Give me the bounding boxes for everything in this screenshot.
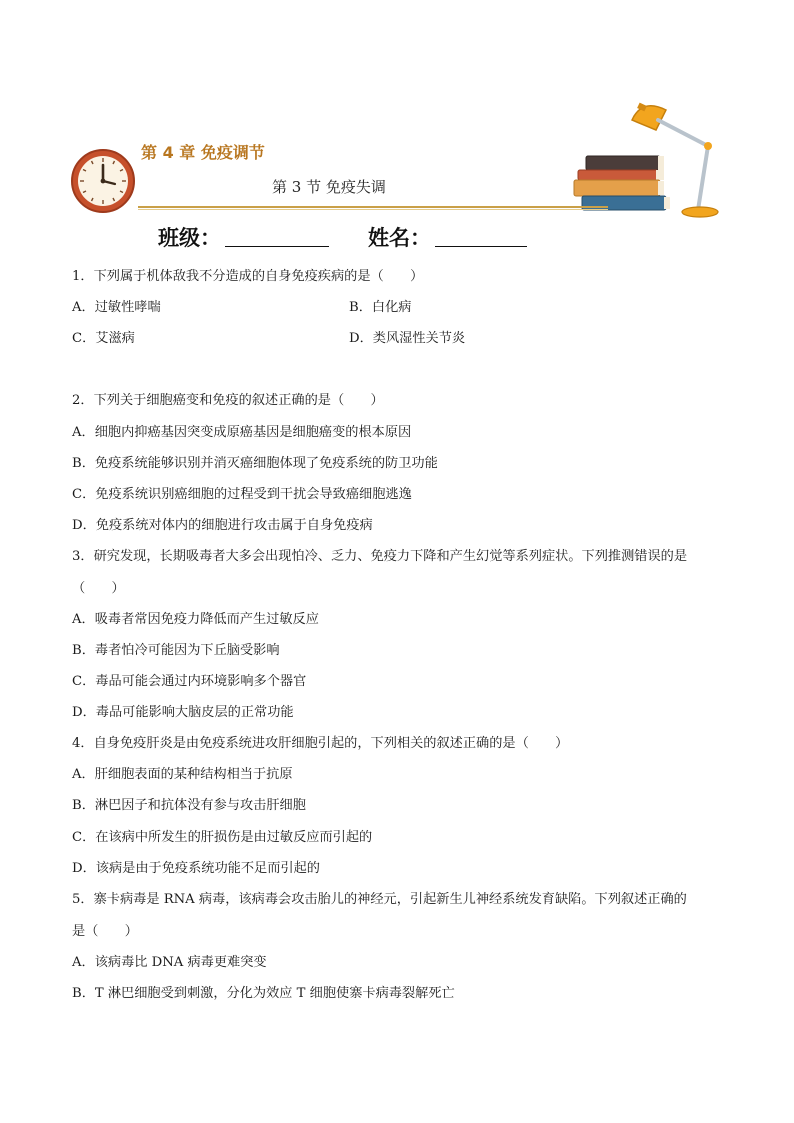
question-4-option-c[interactable]: C．在该病中所发生的肝损伤是由过敏反应而引起的 — [72, 830, 373, 845]
chapter-title: 第 4 章 免疫调节 — [141, 143, 265, 162]
question-1-stem: 1．下列属于机体敌我不分造成的自身免疫疾病的是（ ） — [72, 269, 424, 284]
question-2-option-b[interactable]: B．免疫系统能够识别并消灭癌细胞体现了免疫系统的防卫功能 — [72, 456, 438, 471]
class-label: 班级： — [158, 226, 221, 250]
question-2-option-d[interactable]: D．免疫系统对体内的细胞进行攻击属于自身免疫病 — [72, 518, 373, 533]
question-3-stem-cont: （ ） — [72, 581, 125, 596]
question-1-option-c[interactable]: C．艾滋病 — [72, 331, 135, 346]
question-5-option-b[interactable]: B．T 淋巴细胞受到刺激，分化为效应 T 细胞使寨卡病毒裂解死亡 — [72, 986, 455, 1001]
question-4-stem: 4．自身免疫肝炎是由免疫系统进攻肝细胞引起的，下列相关的叙述正确的是（ ） — [72, 736, 569, 751]
question-3-stem: 3．研究发现，长期吸毒者大多会出现怕冷、乏力、免疫力下降和产生幻觉等系列症状。下列推测错误的是 — [72, 549, 688, 564]
class-blank[interactable] — [225, 226, 329, 247]
question-3-option-a[interactable]: A．吸毒者常因免疫力降低而产生过敏反应 — [72, 612, 319, 627]
question-3-option-d[interactable]: D．毒品可能影响大脑皮层的正常功能 — [72, 705, 294, 720]
question-2-option-a[interactable]: A．细胞内抑癌基因突变成原癌基因是细胞癌变的根本原因 — [72, 425, 412, 440]
question-1-option-b[interactable]: B．白化病 — [349, 300, 412, 315]
question-3-option-b[interactable]: B．毒者怕冷可能因为下丘脑受影响 — [72, 643, 280, 658]
question-5-stem-cont: 是（ ） — [72, 924, 138, 939]
question-5-stem: 5．寨卡病毒是 RNA 病毒，该病毒会攻击胎儿的神经元，引起新生儿神经系统发育缺陷。下列叙述正确的 — [72, 892, 687, 907]
section-title: 第 3 节 免疫失调 — [272, 178, 386, 196]
question-2-stem: 2．下列关于细胞癌变和免疫的叙述正确的是（ ） — [72, 393, 384, 408]
header-rule — [138, 206, 608, 208]
question-4-option-d[interactable]: D．该病是由于免疫系统功能不足而引起的 — [72, 861, 320, 876]
question-1-option-a[interactable]: A．过敏性哮喘 — [72, 300, 161, 315]
page-header — [0, 0, 794, 260]
question-4-option-b[interactable]: B．淋巴因子和抗体没有参与攻击肝细胞 — [72, 798, 306, 813]
class-field — [158, 222, 329, 252]
clock-icon — [70, 148, 136, 214]
name-field — [368, 222, 527, 252]
name-blank[interactable] — [435, 226, 527, 247]
question-5-option-a[interactable]: A．该病毒比 DNA 病毒更难突变 — [72, 955, 267, 970]
question-4-option-a[interactable]: A．肝细胞表面的某种结构相当于抗原 — [72, 767, 293, 782]
name-label: 姓名： — [368, 226, 431, 250]
question-1-option-d[interactable]: D．类风湿性关节炎 — [349, 331, 466, 346]
header-rule-shadow — [138, 209, 608, 210]
question-3-option-c[interactable]: C．毒品可能会通过内环境影响多个器官 — [72, 674, 307, 689]
question-2-option-c[interactable]: C．免疫系统识别癌细胞的过程受到干扰会导致癌细胞逃逸 — [72, 487, 412, 502]
